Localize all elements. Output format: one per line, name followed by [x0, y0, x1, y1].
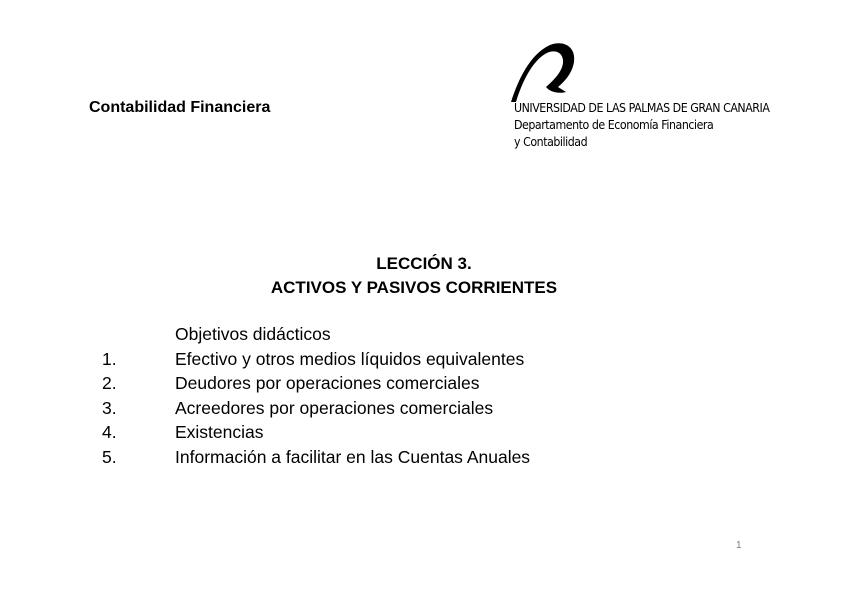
logo-text — [514, 100, 769, 151]
toc-item-number: 1. — [102, 348, 117, 369]
toc-item-text: Existencias — [175, 422, 264, 442]
course-title: Contabilidad Financiera — [89, 99, 271, 116]
ulpgc-logo-icon — [508, 40, 580, 104]
page-number: 1 — [736, 540, 742, 551]
toc-item-number: 2. — [102, 373, 117, 393]
lesson-heading — [0, 252, 848, 300]
toc-item-text: Acreedores por operaciones comerciales — [175, 397, 494, 418]
toc-item-text: Deudores por operaciones comerciales — [175, 373, 480, 393]
toc-item-text: Objetivos didácticos — [175, 324, 331, 344]
university-logo — [508, 40, 788, 155]
toc-item-number: 5. — [102, 446, 117, 467]
logo-line-university: UNIVERSIDAD DE LAS PALMAS DE GRAN CANARIA — [514, 101, 770, 115]
toc-item-number: 3. — [102, 397, 117, 418]
toc-item-text: Efectivo y otros medios líquidos equivalentes — [175, 348, 525, 369]
logo-line-department-cont: y Contabilidad — [514, 135, 588, 149]
logo-line-department: Departamento de Economía Financiera — [514, 118, 714, 132]
lesson-title: ACTIVOS Y PASIVOS CORRIENTES — [270, 278, 558, 297]
toc-item-number: 4. — [102, 422, 117, 442]
lesson-number: LECCIÓN 3. — [376, 254, 472, 273]
toc-item-text: Información a facilitar en las Cuentas Anuales — [175, 446, 531, 467]
